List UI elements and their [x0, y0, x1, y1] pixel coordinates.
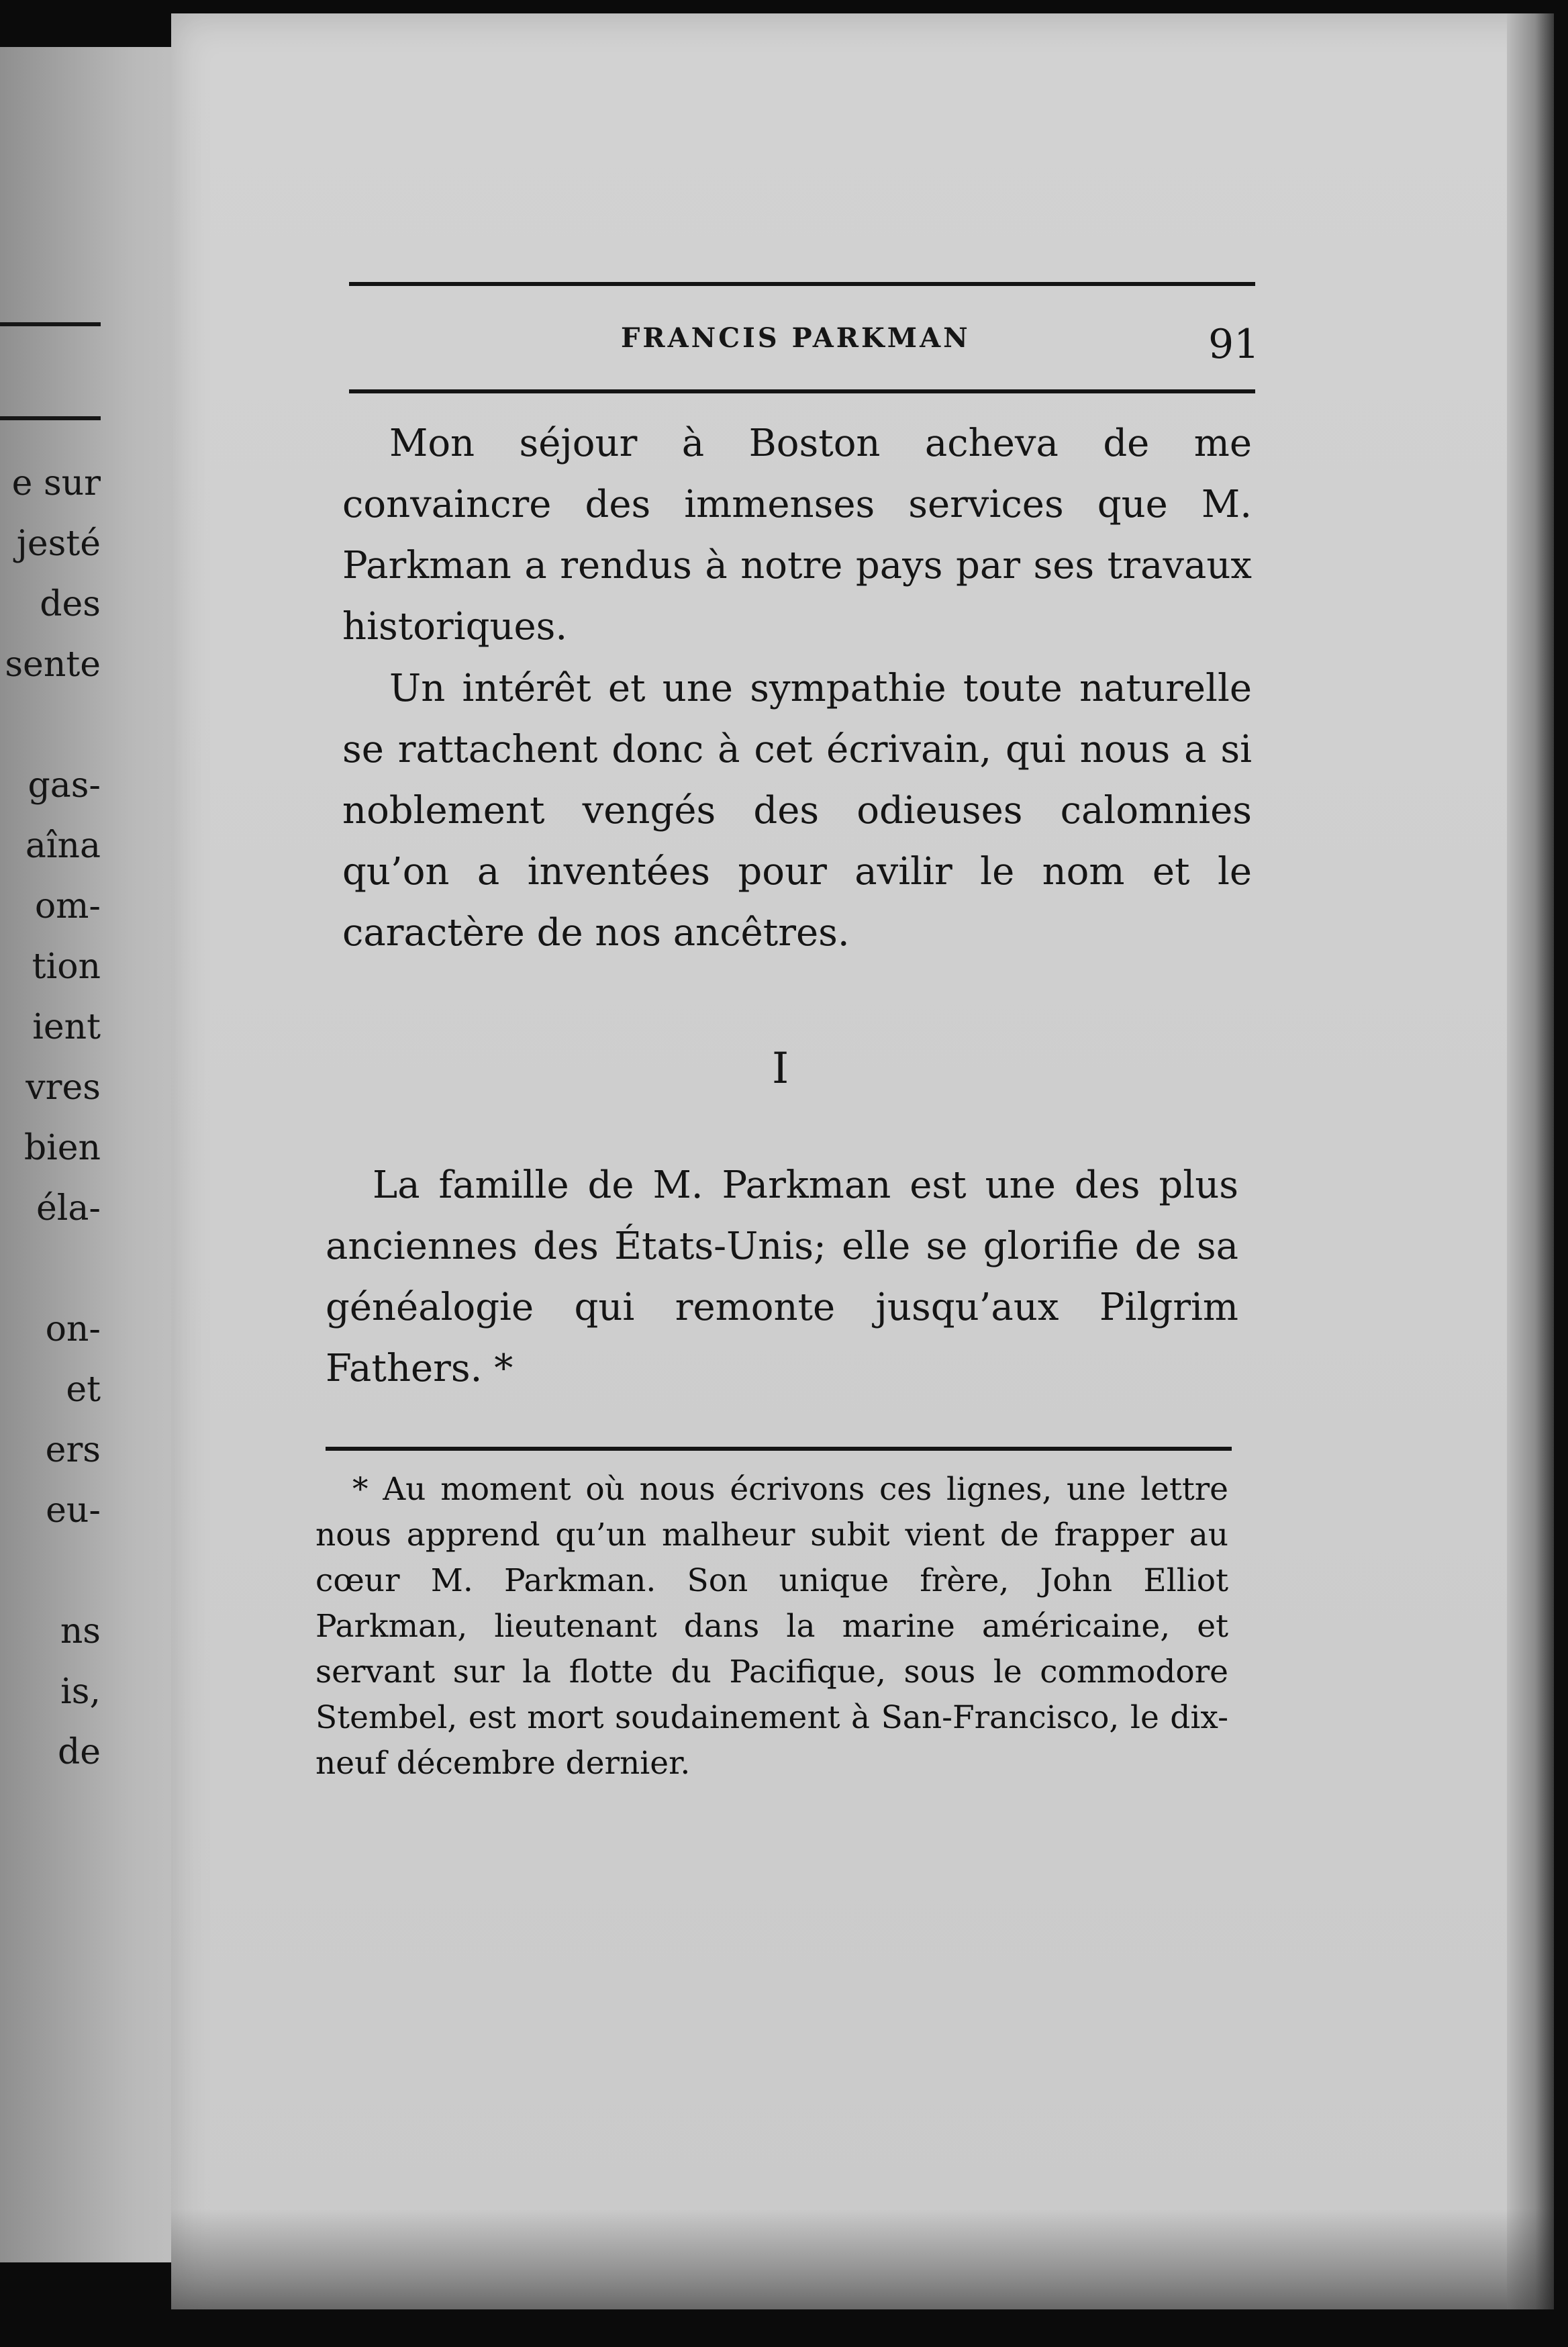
left-page-line: ers	[45, 1430, 101, 1470]
paragraph-2: Un intérêt et une sympathie toute naturelle se rattachent donc à cet écrivain, qui nous a si noblement vengés des odieuses calomnies qu’on a inventées pour avilir le nom et le caractère de nos ancêtres.	[342, 667, 1252, 955]
left-page-line: aîna	[25, 826, 101, 866]
left-page-line: om-	[34, 886, 101, 926]
left-page-line: bien	[23, 1128, 101, 1168]
page-number: 91	[1208, 321, 1260, 368]
paragraph-1: Mon séjour à Boston acheva de me convaincre des immenses services que M. Parkman a rendus à notre pays par ses travaux historiques.	[342, 422, 1252, 649]
page-edge	[1507, 13, 1554, 2309]
left-page-rule	[0, 416, 101, 420]
left-page-line: eu-	[46, 1490, 101, 1531]
section-number: I	[772, 1044, 789, 1094]
footnote-rule	[326, 1447, 1232, 1451]
left-page-line: des	[40, 584, 101, 624]
left-page-line: tion	[32, 947, 101, 987]
left-page-line: is,	[60, 1672, 101, 1712]
left-page-line: de	[57, 1732, 101, 1772]
header-bottom-rule	[349, 389, 1255, 393]
section-paragraph: La famille de M. Parkman est une des plus anciennes des États-Unis; elle se glorifie de sa généalogie qui remonte jusqu’aux Pilgrim Fathers. *	[326, 1163, 1238, 1390]
left-page-line: vres	[26, 1067, 101, 1108]
left-page-line: ns	[60, 1611, 101, 1651]
left-page-line: sente	[5, 644, 101, 685]
page-bottom-shadow	[171, 2209, 1554, 2309]
left-page-line: ient	[32, 1007, 101, 1047]
left-page-line: gas-	[28, 765, 101, 806]
left-page-line: e sur	[11, 463, 101, 504]
left-page-line: on-	[45, 1309, 101, 1349]
header-top-rule	[349, 282, 1255, 286]
footnote: * Au moment où nous écrivons ces lignes, une lettre nous apprend qu’un malheur subit vient de frapper au cœur M. Parkman. Son unique frère, John Elliot Parkman, lieutenant dans la marine américaine, et servant sur la flotte du Pacifique, sous le commodore Stembel, est mort soudainement à San-Francisco, le dix-neuf décembre dernier.	[315, 1471, 1228, 1782]
running-header-title: FRANCIS PARKMAN	[621, 322, 971, 354]
left-page-rule	[0, 322, 101, 326]
left-page-line: éla-	[36, 1188, 101, 1229]
left-page-line: jesté	[16, 524, 101, 564]
left-page-line: et	[66, 1370, 101, 1410]
